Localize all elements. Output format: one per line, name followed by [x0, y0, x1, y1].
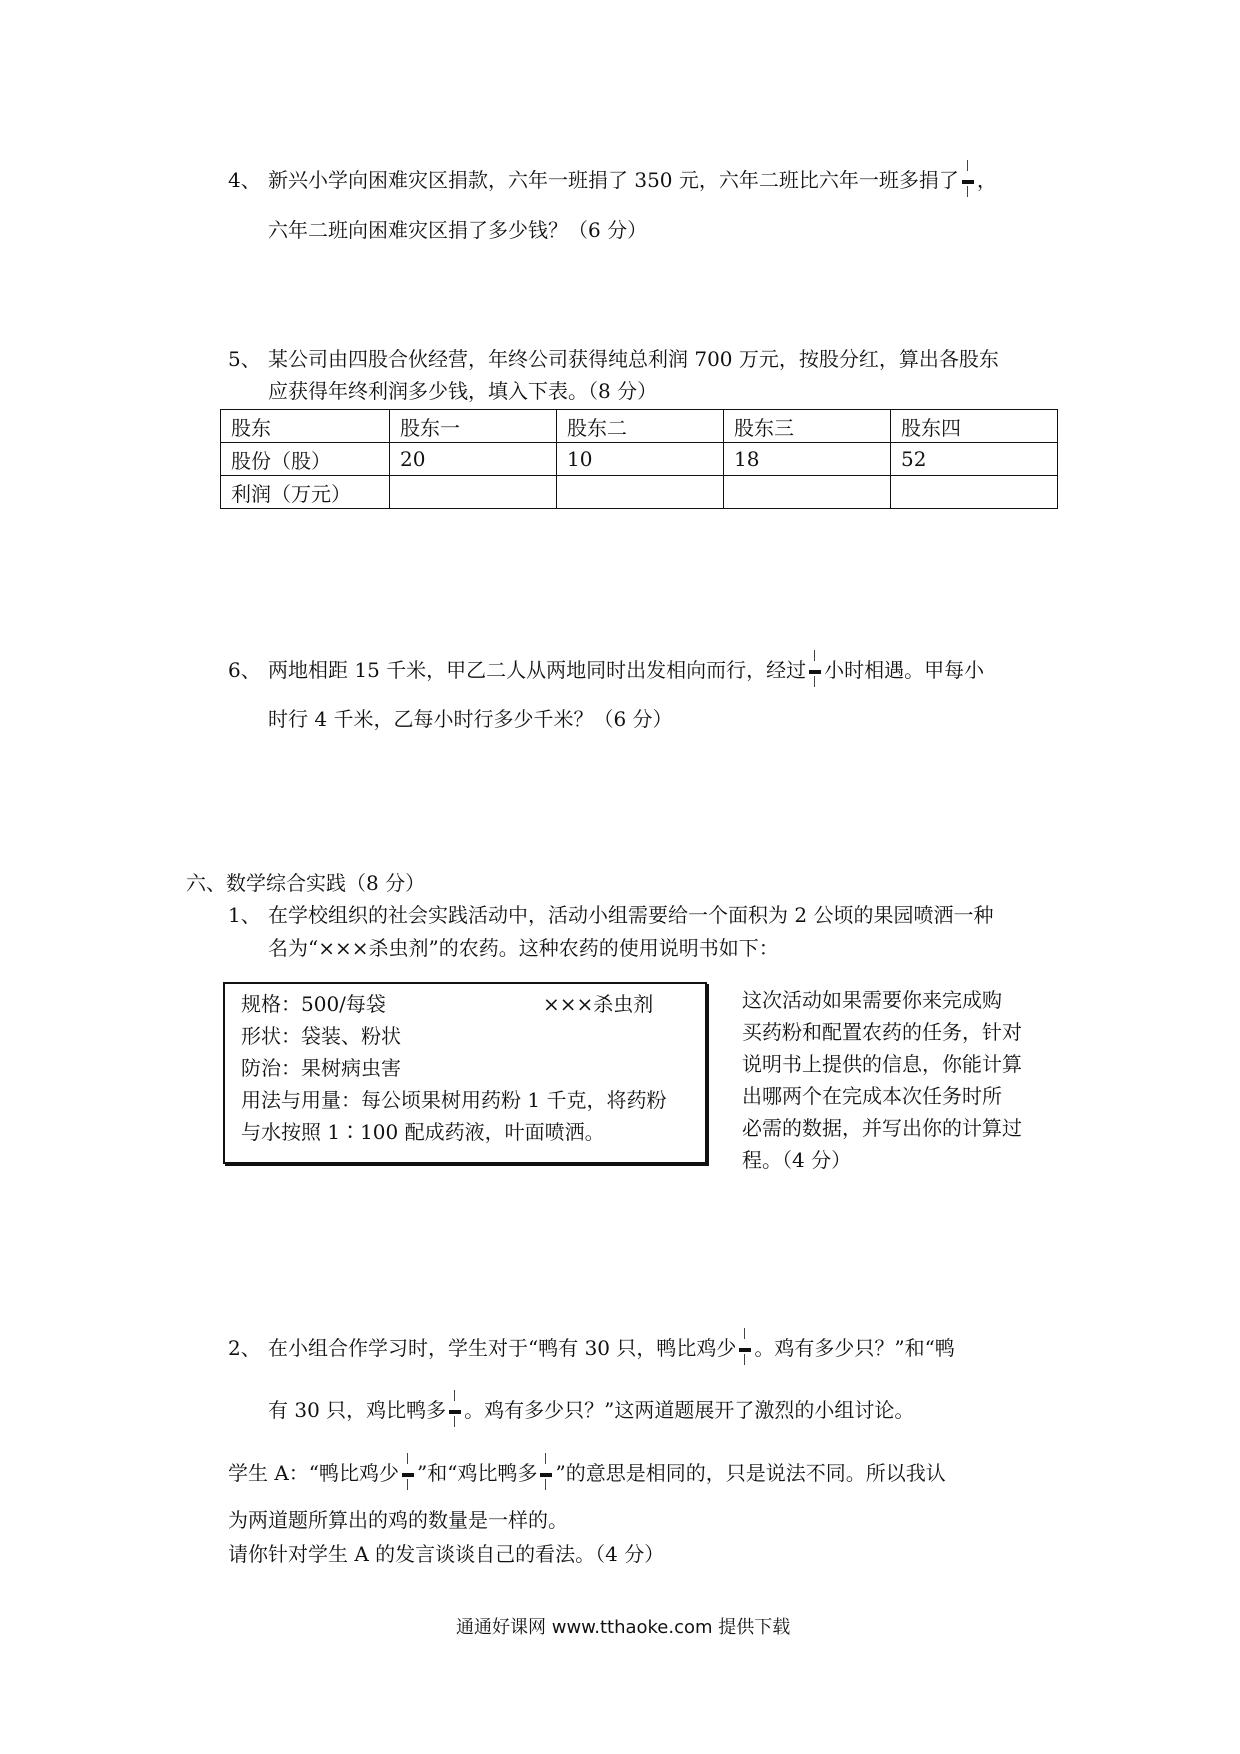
q4-line1: [268, 168, 997, 192]
s6p1-line1: 在学校组织的社会实践活动中，活动小组需要给一个面积为 2 公顷的果园喷洒一种: [268, 903, 994, 927]
q6-line1-text-b: 小时相遇。甲每小: [824, 658, 985, 682]
s6p2-number: 2、: [228, 1336, 261, 1360]
side-line: 程。（4 分）: [742, 1148, 852, 1172]
instruction-box: [223, 982, 707, 1164]
table-cell: 18: [724, 443, 891, 476]
shares-table: [220, 409, 1058, 509]
page-footer: 通通好课网 www.tthaoke.com 提供下载: [456, 1617, 791, 1638]
table-row: [221, 476, 1058, 509]
s6p2-line1-text-a: 在小组合作学习时，学生对于“鸭有 30 只，鸭比鸡少: [268, 1336, 737, 1360]
table-answer-cell[interactable]: [557, 476, 724, 509]
fraction-icon: [961, 172, 975, 192]
fraction-icon: [401, 1465, 415, 1485]
section-title: 六、数学综合实践（8 分）: [186, 871, 426, 895]
s6p2-line2: [268, 1398, 914, 1422]
table-cell: 52: [891, 443, 1058, 476]
q6-number: 6、: [228, 658, 261, 682]
table-cell: 股东一: [390, 410, 557, 443]
table-answer-cell[interactable]: [390, 476, 557, 509]
fraction-icon: [539, 1465, 553, 1485]
q4-line2: 六年二班向困难灾区捐了多少钱？（6 分）: [268, 218, 648, 242]
side-line: 这次活动如果需要你来完成购: [742, 988, 1002, 1012]
side-line: 买药粉和配置农药的任务，针对: [742, 1020, 1022, 1044]
fraction-icon: [738, 1340, 752, 1360]
fraction-icon: [448, 1402, 462, 1422]
table-cell: 10: [557, 443, 724, 476]
table-header-row: [221, 410, 1058, 443]
box-form: 形状：袋装、粉状: [241, 1024, 401, 1048]
s6p2-line3-text-c: ”的意思是相同的，只是说法不同。所以我认: [555, 1461, 946, 1485]
s6p2-line4: 为两道题所算出的鸡的数量是一样的。: [228, 1508, 568, 1532]
s6p1-line2: 名为“×××杀虫剂”的农药。这种农药的使用说明书如下：: [268, 936, 779, 960]
q4-line1-text: 新兴小学向困难灾区捐款，六年一班捐了 350 元，六年二班比六年一班多捐了: [268, 168, 959, 192]
side-line: 出哪两个在完成本次任务时所: [742, 1084, 1002, 1108]
box-spec: 规格：500/每袋: [241, 992, 386, 1016]
s6p2-line3-text-b: ”和“鸡比鸭多: [417, 1461, 538, 1485]
box-usage-2: 与水按照 1∶100 配成药液，叶面喷洒。: [241, 1120, 605, 1144]
box-product-name: ×××杀虫剂: [543, 992, 654, 1016]
s6p2-line2-text-a: 有 30 只，鸡比鸭多: [268, 1398, 447, 1422]
side-line: 说明书上提供的信息，你能计算: [742, 1052, 1022, 1076]
box-target: 防治：果树病虫害: [241, 1056, 401, 1080]
fraction-icon: [808, 662, 822, 682]
q6-line1-text-a: 两地相距 15 千米，甲乙二人从两地同时出发相向而行，经过: [268, 658, 807, 682]
table-cell: 股东四: [891, 410, 1058, 443]
q5-line2: 应获得年终利润多少钱，填入下表。（8 分）: [268, 379, 658, 403]
q5-line1: 某公司由四股合伙经营，年终公司获得纯总利润 700 万元，按股分红，算出各股东: [268, 347, 999, 371]
s6p2-line5: 请你针对学生 A 的发言谈谈自己的看法。（4 分）: [228, 1542, 665, 1566]
table-answer-cell[interactable]: [724, 476, 891, 509]
q6-line1: [268, 658, 984, 682]
q6-line2: 时行 4 千米，乙每小时行多少千米？（6 分）: [268, 707, 673, 731]
s6p2-line3-text-a: 学生 A：“鸭比鸡少: [228, 1461, 400, 1485]
q4-line1-end: ，: [976, 168, 997, 192]
s6p1-number: 1、: [228, 903, 261, 927]
table-cell: 20: [390, 443, 557, 476]
table-cell: 股份（股）: [221, 443, 390, 476]
table-cell: 股东三: [724, 410, 891, 443]
q4-number: 4、: [228, 168, 261, 192]
box-usage-1: 用法与用量：每公顷果树用药粉 1 千克，将药粉: [241, 1088, 667, 1112]
table-answer-cell[interactable]: [891, 476, 1058, 509]
table-cell: 利润（万元）: [221, 476, 390, 509]
s6p2-line1-text-b: 。鸡有多少只？”和“鸭: [754, 1336, 955, 1360]
table-cell: 股东二: [557, 410, 724, 443]
s6p2-line1: [268, 1336, 955, 1360]
table-row: [221, 443, 1058, 476]
s6p2-line2-text-b: 。鸡有多少只？”这两道题展开了激烈的小组讨论。: [464, 1398, 915, 1422]
s6p2-line3: [228, 1461, 946, 1485]
table-cell: 股东: [221, 410, 390, 443]
side-line: 必需的数据，并写出你的计算过: [742, 1116, 1022, 1140]
q5-number: 5、: [228, 347, 261, 371]
